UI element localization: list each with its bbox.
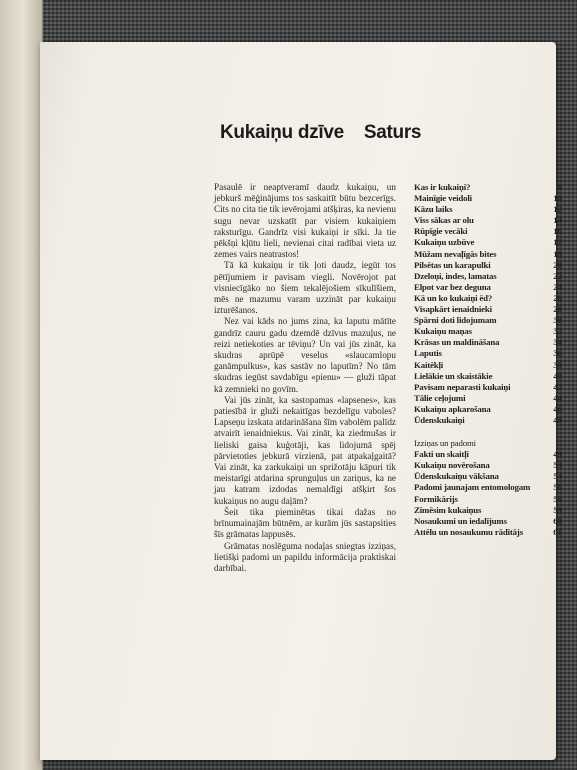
toc-entry-title: Lielākie un skaistākie xyxy=(414,370,493,381)
toc-entry-page: 40 xyxy=(553,370,562,381)
toc-entry-title: Kas ir kukaiņi? xyxy=(414,182,471,192)
toc-entry-title: Spārni doti lidojumam xyxy=(414,315,497,326)
toc-entry-title: Ūdenskukaiņi xyxy=(414,414,465,425)
toc-entry-title: Kukaiņu novērošana xyxy=(414,460,490,471)
toc-entry-page: 54 xyxy=(553,471,562,482)
toc-entry-title: Elpot var bez deguna xyxy=(414,281,491,292)
toc-entry-title: Ūdenskukaiņu vākšana xyxy=(414,471,499,482)
toc-entry-page: 32 xyxy=(553,326,562,337)
toc-entry xyxy=(414,282,562,293)
toc-entry-title: Attēlu un nosaukumu rādītājs xyxy=(414,526,523,537)
intro-paragraph: Šeit tika pieminētas tikai dažas no brīnumainajām būtnēm, ar kurām jūs sastapsities šīs grāmatas lappusēs. xyxy=(214,506,396,540)
intro-paragraph: Pasaulē ir neaptveramī daudz kukaiņu, un jebkurš mēģinājums tos saskaitīt būtu bezcerīgs. Cits no cita tie tik ievērojami atšķiras, ka nevienu sugu nevar uzskatīt par visiem kukaiņiem raksturīgu. Gandrīz visi kukaiņi ir sīki. Ja tie pēkšņi kļūtu lieli, nevienai citai radībai vieta uz zemes vairs neatrastos! xyxy=(214,182,396,260)
toc-entry xyxy=(414,471,562,482)
toc-entry xyxy=(414,237,562,248)
toc-entry xyxy=(414,516,562,527)
toc-entry-page: 8 xyxy=(557,182,562,192)
toc-section-reference xyxy=(414,449,562,538)
toc-entry-page: 14 xyxy=(553,215,562,226)
toc-entry xyxy=(414,260,562,271)
toc-entry-title: Kukaiņu apkarošana xyxy=(414,403,491,414)
book-spine xyxy=(0,0,43,770)
toc-entry-page: 30 xyxy=(553,315,562,326)
toc-entry xyxy=(414,315,562,326)
toc-entry-page: 17 xyxy=(553,237,562,248)
toc-entry-page: 20 xyxy=(553,259,562,270)
toc-entry-title: Viss sākas ar olu xyxy=(414,215,474,226)
toc-entry-title: Kāzu laiks xyxy=(414,204,453,215)
toc-entry-title: Mūžam nevaļīgās bites xyxy=(414,248,497,259)
toc-entry-page: 38 xyxy=(553,359,562,370)
toc-entry xyxy=(414,505,562,516)
toc-entry-page: 61 xyxy=(553,526,562,537)
toc-entry-page: 26 xyxy=(553,292,562,303)
toc-entry-title: Kukaiņu uzbūve xyxy=(414,237,475,248)
toc-entry-page: 59 xyxy=(553,504,562,515)
toc-entry xyxy=(414,449,562,460)
toc-entry xyxy=(414,249,562,260)
intro-paragraph: Nez vai kāds no jums zina, ka laputu mātīte gandrīz cauru gadu dzemdē dzīvus mazuļus, ne reizi netiekoties ar tēviņu? Un vai jūs zināt, ka skudras aprūpē veselus «slaucamlopu ganāmpulkus», kas sastāv no laputīm? No tām skudras iegūst savdabīgu «pienu» — gluži tāpat kā zemnieki no govīm. xyxy=(214,316,396,394)
toc-entry-page: 44 xyxy=(553,392,562,403)
toc-entry xyxy=(414,404,562,415)
toc-entry-title: Laputis xyxy=(414,348,442,359)
intro-paragraph: Tā kā kukaiņu ir tik ļoti daudz, iegūt tos pētījumiem ir pavisam viegli. Novērojot pat visniecīgāko no šiem tekalējošiem sīkulīšiem, mēs ne mazumu varam uzzināt par kukaiņu izturēšanos. xyxy=(214,260,396,316)
toc-entry-page: 42 xyxy=(553,381,562,392)
toc-entry-title: Zīmēsim kukaiņus xyxy=(414,504,482,515)
toc-entry xyxy=(414,482,562,493)
contents-title: Saturs xyxy=(363,122,422,143)
toc-entry-page: 46 xyxy=(553,403,562,414)
page-header xyxy=(220,122,421,144)
toc-entry-page: 24 xyxy=(553,281,562,292)
toc-entry-title: Dzeloņi, indes, lamatas xyxy=(414,270,497,281)
toc-entry xyxy=(414,182,562,193)
toc-entry xyxy=(414,382,562,393)
book-page xyxy=(40,42,562,760)
intro-paragraph: Grāmatas noslēguma nodaļas sniegtas izziņas, lietišķi padomi un papildu informācija praktiskai darbībai. xyxy=(214,540,396,573)
toc-entry-title: Formikārijs xyxy=(414,493,458,504)
toc-entry xyxy=(414,193,562,204)
toc-entry xyxy=(414,393,562,404)
toc-entry xyxy=(414,460,562,471)
toc-entry xyxy=(414,415,562,426)
toc-entry-page: 53 xyxy=(553,460,562,471)
toc-entry xyxy=(414,326,562,337)
toc-entry xyxy=(414,226,562,237)
toc-entry xyxy=(414,204,562,215)
toc-entry-title: Visapkārt ienaidnieki xyxy=(414,304,492,315)
toc-entry-title: Krāsas un maldināšana xyxy=(414,337,500,348)
toc-entry-title: Pilsētas un karapulki xyxy=(414,259,491,270)
toc-entry xyxy=(414,271,562,282)
toc-entry-page: 48 xyxy=(553,414,562,425)
toc-section-header xyxy=(414,438,562,449)
toc-entry-title: Pavisam neparasti kukaiņi xyxy=(414,381,511,392)
toc-entry-page: 34 xyxy=(553,337,562,348)
toc-entry-page: 16 xyxy=(553,226,562,237)
table-of-contents xyxy=(414,182,562,538)
toc-entry-title: Kaitēkļi xyxy=(414,359,444,370)
toc-entry-page: 28 xyxy=(553,304,562,315)
toc-entry-title: Kukaiņu maņas xyxy=(414,326,472,337)
toc-entry-page: 22 xyxy=(553,270,562,281)
toc-entry xyxy=(414,371,562,382)
toc-entry xyxy=(414,360,562,371)
toc-entry-title: Padomi jaunajam entomologam xyxy=(414,482,531,493)
toc-entry-page: 12 xyxy=(553,204,562,215)
toc-entry-page: 10 xyxy=(553,193,562,204)
toc-entry-page: 56 xyxy=(553,482,562,493)
toc-entry-page: 49 xyxy=(553,449,562,460)
toc-entry-title: Rūpīgie vecāki xyxy=(414,226,468,237)
toc-entry xyxy=(414,293,562,304)
toc-entry-title: Mainīgie veidoli xyxy=(414,193,472,204)
book-title: Kukaiņu dzīve xyxy=(220,122,344,143)
toc-entry-title: Fakti un skaitļi xyxy=(414,449,469,460)
toc-entry xyxy=(414,494,562,505)
intro-text xyxy=(214,182,396,574)
toc-entry-title: Kā un ko kukaiņi ēd? xyxy=(414,292,493,303)
intro-paragraph: Vai jūs zināt, ka sastopamas «lapsenes», kas patiesībā ir gluži nekaitīgas bezdelīgu vaboles? Lapseņu izskata atdarināšana šīm vabolēm palīdz atvairīt ienaidniekus. Vai zināt, ka ziedmušas ir lieliski gaisa kuģotāji, kas lidojumā spēj pārvietoties jebkurā virzienā, pat atpakaļgaitā? Vai zināt, ka zarkukaiņi un sprižotāju kāpuri tik meistarīgi atdarina sprunguļus un zariņus, ka ne jau katram izdodas nemaldīgi atšķirt šos kukaiņus no augu daļām? xyxy=(214,394,396,506)
toc-entry xyxy=(414,527,562,538)
toc-section-main xyxy=(414,182,562,426)
toc-entry xyxy=(414,215,562,226)
toc-entry-title: Tālie ceļojumi xyxy=(414,392,466,403)
toc-entry xyxy=(414,348,562,359)
toc-entry xyxy=(414,337,562,348)
toc-entry xyxy=(414,304,562,315)
toc-entry-page: 60 xyxy=(553,515,562,526)
toc-section-header-label: Izziņas un padomi xyxy=(414,438,476,449)
toc-entry-title: Nosaukumi un iedalījums xyxy=(414,515,507,526)
toc-entry-page: 36 xyxy=(553,348,562,359)
toc-entry-page: 58 xyxy=(553,493,562,504)
toc-entry-page: 18 xyxy=(553,248,562,259)
